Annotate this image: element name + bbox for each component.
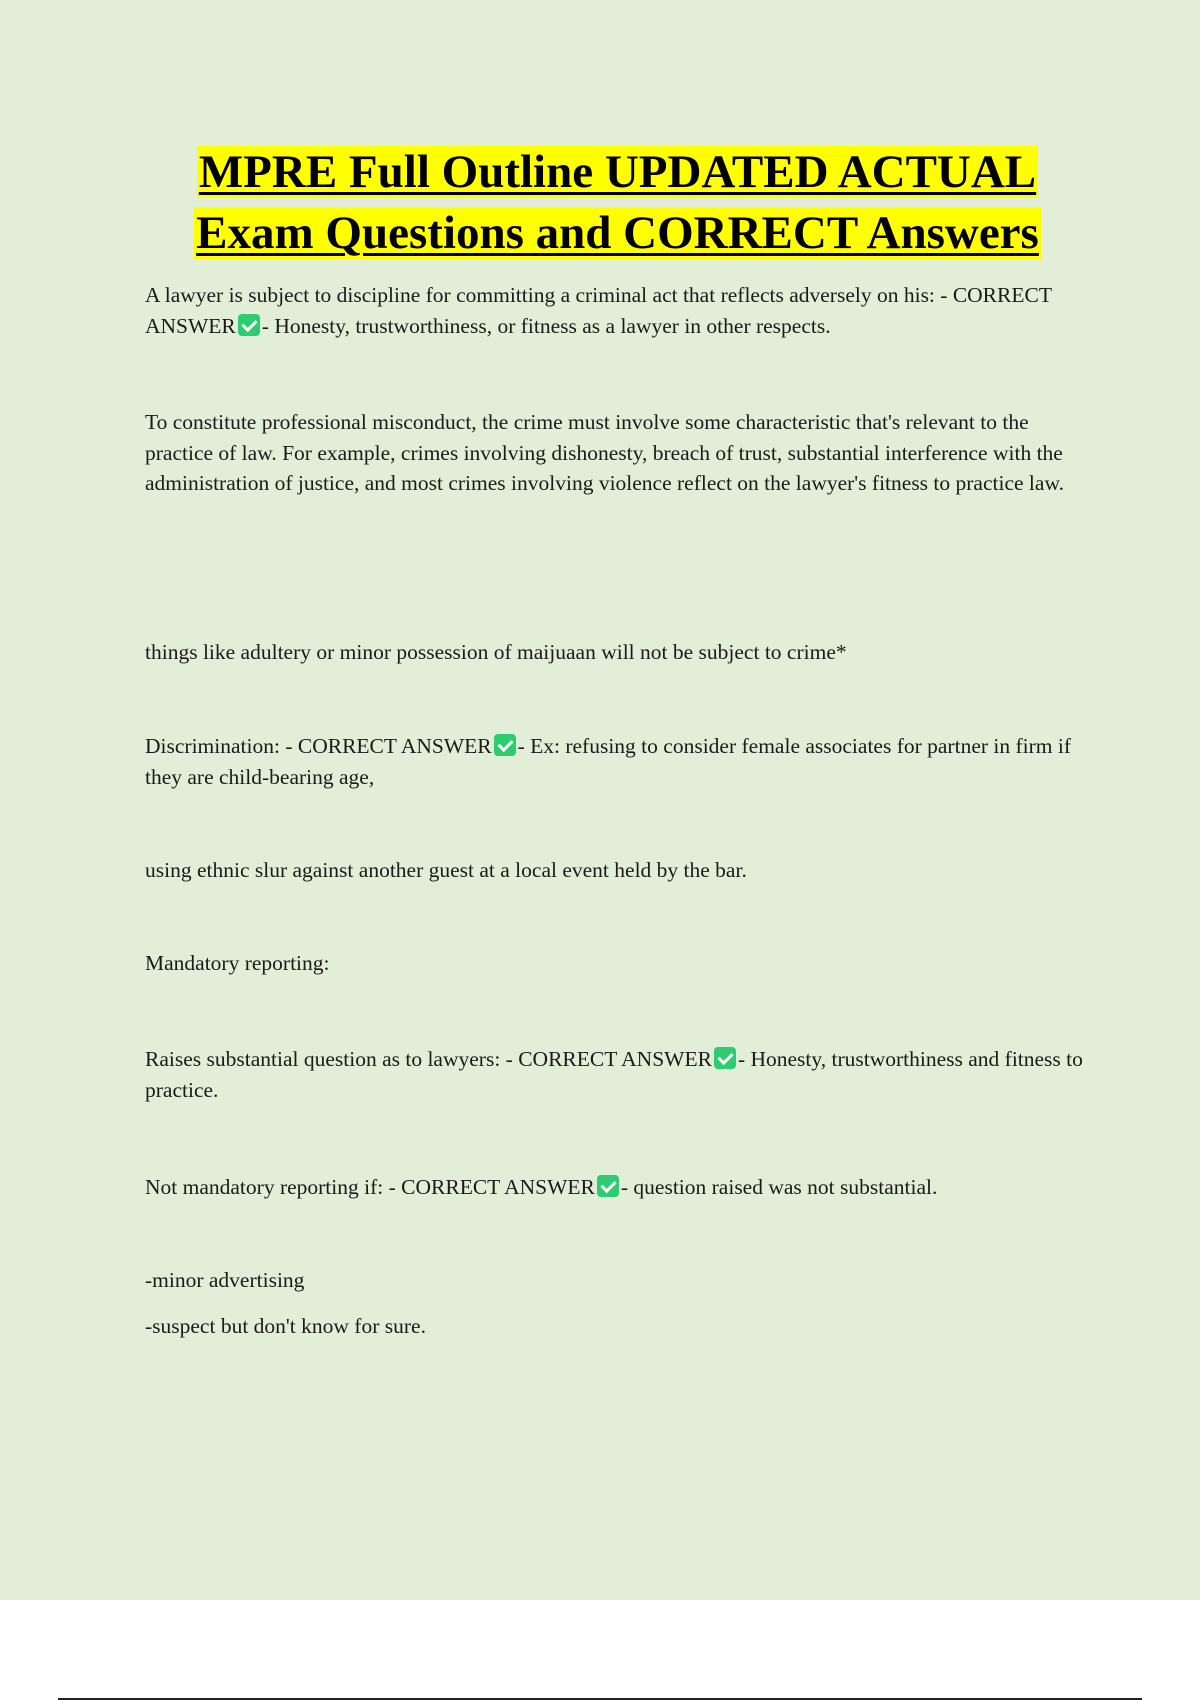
check-mark-icon (597, 1175, 619, 1197)
note-paragraph: To constitute professional misconduct, the crime must involve some characteristic that's relevant to the practice of law. For example, crimes involving dishonesty, breach of trust, substantial interference with the administration of justice, and most crimes involving violence reflect on the lawyer's fitness to practice law. (145, 410, 1064, 495)
question-text: Discrimination: - CORRECT ANSWER (145, 734, 492, 758)
answer-text: - Honesty, trustworthiness and fitness to practice. (145, 1047, 1083, 1102)
list-item: -minor advertising (145, 1268, 305, 1292)
question-text: A lawyer is subject to discipline for committing a criminal act that reflects adversely on his: - CORRECT ANSWER (145, 283, 1052, 338)
answer-text: - Ex: refusing to consider female associates for partner in firm if they are child-bearing age, (145, 734, 1072, 789)
qa-item-3 (145, 1044, 1085, 1105)
note-paragraph: using ethnic slur against another guest at a local event held by the bar. (145, 858, 747, 882)
answer-text: - Honesty, trustworthiness, or fitness as a lawyer in other respects. (261, 313, 831, 338)
qa-item-1 (145, 280, 1085, 341)
title-line-2: Exam Questions and CORRECT Answers (196, 207, 1039, 259)
title-line-1: MPRE Full Outline UPDATED ACTUAL (198, 146, 1037, 198)
qa-item-4 (145, 1172, 1085, 1203)
question-text: Not mandatory reporting if: - CORRECT ANSWER (145, 1175, 595, 1199)
check-mark-icon (714, 1047, 736, 1069)
qa-item-2 (145, 731, 1085, 792)
list-item: -suspect but don't know for sure. (145, 1314, 426, 1338)
question-text: Raises substantial question as to lawyers: - CORRECT ANSWER (145, 1047, 712, 1071)
section-label: Mandatory reporting: (145, 951, 330, 975)
note-paragraph: things like adultery or minor possession of maijuaan will not be subject to crime* (145, 640, 847, 664)
check-mark-icon (238, 314, 260, 336)
answer-text: - question raised was not substantial. (620, 1175, 938, 1199)
document-title (0, 142, 1200, 264)
check-mark-icon (494, 734, 516, 756)
